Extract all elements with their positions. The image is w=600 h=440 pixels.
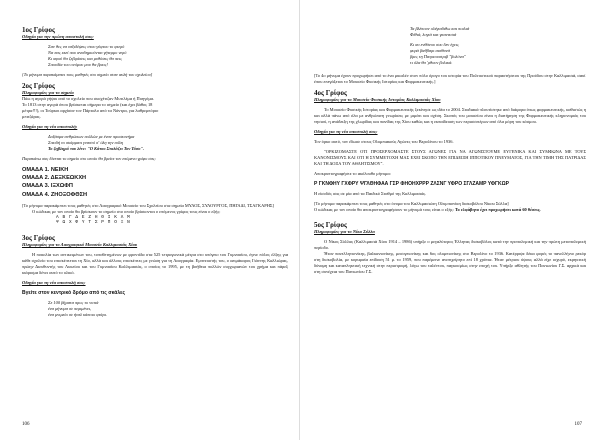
group-item: ΟΜΑΔΑ 1. ΝΕΙΚΗ	[22, 167, 69, 173]
section-5-subtitle: Πληροφορίες για το Νίκο Σύλλα	[314, 229, 375, 235]
poem-line: Κι αφού θα ζεβιρίσεις και μυθίσεις θα πεις	[48, 56, 122, 61]
cipher-row-1: Α Β Γ Δ Ε Ζ Η Θ Ι Κ Λ Μ	[56, 214, 131, 220]
poem-line: βρες τη Πατρεουστριβ "βολόνα"	[410, 54, 466, 59]
info-line: Το 1813 στην αγορά όπου βρίσκεται σήμερα το σημείο (και έχει βάθος 18	[22, 102, 153, 107]
section-5-title: 5ος Γρίφος	[314, 221, 347, 230]
section-3-body: Η ποικιλία των αντικειμένων του, τοποθετημένων με φροντίδα στα 525 τετραγωνικά μέτρα στο υπόγειο του Γυμνασίου, έγινε πόλος έλξης για κάθε σχολείο του επισκέπτεται τη Χίο, αλλά και άλλους επισκέπτες με γνώση για τη Λαογραφία. Εμπνευστής του, ο αειμάκαρος Γιάννης Καλλιώρας, πρώην Διευθυντής του Λυκείου και του Γυμνασίου Καλλιμασιάς, ο οποίος το 1995, με τη βοήθεια πολλών συγχωριανών του χρήμα και πάρεξ κιάρισμα δένει αυτό το υλικό.	[22, 251, 288, 275]
section-2-note: Παρακάτω σας δίνεται το σημείο στο οποίο θα βρείτε τον επόμενο γρίφο σας:	[22, 156, 157, 161]
section-4-subtitle-2: Οδηγία για τη νέα αποστολή σας:	[314, 129, 378, 134]
section-4-note-2: [Το μήνυμα παρακάμπτει τους μαθητές στο όνομα του Καλλιμασιώτη Ολυμπιονίκη δισκοβόλου Νίκου Σύλλα]	[314, 201, 509, 207]
cipher-intro: Ο κώδικας με τον οποίο θα βρίσκουν το σημείο στο οποίο βρίσκονται ο επόμενος γρίφος τους είναι ο εξής:	[32, 208, 221, 214]
section-4-body: Το Μουσείο Φυσικής Ιστορίας και Φαρμακευτικής ξεκίνησε ως ιδέα το 2004. Σταδιακά πλουτίστηκε από διάφορα όπως φαρμακευτικής, καθιστώς η και αλλά πάνω από όλα με ανθρώπινη γνωρίσεις με μιμάτι και σχέση. Σκοπός του μουσείου είναι η διατήρηση της Φαρμακευτικής κληρονομιάς του νησιού, η ανάδειξη της χλωρίδας και πανίδας της Χίου καθώς και η εκπαίδευση των περισσοτέρων από όλα μόρη του κόσμου.	[314, 107, 586, 124]
poem-line: Δοξάσμα ανθρώπων πολλών με έναν προσκυνήμα	[48, 134, 135, 139]
section-3-subtitle: Πληροφορίες για το Λαογραφικό Μουσείο Καλλιμασιάς Χίου	[22, 241, 138, 247]
olympic-oath: "ΟΡΚΙΖΟΜΑΣΤΕ ΟΤΙ ΠΡΟΣΕΡΧΟΜΑΣΤΕ ΣΤΟΥΣ ΑΓΩΝΕΣ ΓΙΑ ΝΑ ΑΓΩΝΙΣΤΟΥΜΕ ΕΥΓΕΝΙΚΑ ΚΑΙ ΣΥΜΦΩΝΑ ΜΕ ΤΟΥΣ ΚΑΝΟΝΙΣΜΟΥΣ ΚΑΙ ΟΤΙ Η ΣΥΜΜΕΤΟΧΗ ΜΑΣ ΕΧΕΙ ΣΚΟΠΟ ΤΗΝ ΕΠΙΔΕΙΞΗ ΙΠΠΟΤΙΚΟΥ ΠΝΕΥΜΑΤΟΣ, ΓΙΑ ΤΗΝ ΤΙΜΗ ΤΗΣ ΠΑΤΡΙΔΑΣ ΚΑΙ ΤΗ ΔΟΞΑ ΤΟΥ ΑΘΛΗΤΙΣΜΟΥ".	[314, 149, 586, 166]
section-2-title: 2ος Γρίφος	[22, 82, 55, 90]
poem-line: Σαν θες να ταξιδέψεις στου γύφτου το φτερό	[48, 44, 125, 49]
right-page	[300, 0, 600, 440]
page-number-left: 106	[22, 422, 30, 427]
poem-1	[22, 44, 288, 68]
group-item: ΟΜΑΔΑ 4. ΖΗΟΞΟΦΘΣΗ	[22, 191, 87, 198]
group-list	[22, 166, 288, 199]
poem-3	[22, 300, 288, 318]
poem-line: Σπειδή το σκάμματι γναστό σ' όλη την πόλη	[48, 140, 123, 145]
section-1-title: 1ος Γρίφος	[22, 26, 55, 34]
section-3-subtitle-2: Οδηγία για τη νέα αποστολή σας:	[22, 279, 86, 285]
poem-line: Τα βλέπουν ολέγιαδιθω και ποιλιά	[410, 26, 470, 31]
poem-line: Σπουδία του ονόμου μου θα βρεις!	[48, 62, 108, 67]
poem-2	[22, 134, 288, 152]
section-4-note: [Το 4ο μήνυμα έχουν προχωρήσει από το ένα μικαλέν στον πόλο όρογο του ιστορία του Πολιτιστικού παραστήσιτου της Προόδου στην Καλλιμασιά, σαυί έπου επεγάξεται το Μουσείο Φυσικής Ιστορίας και Φαρμακευτικής.]	[314, 73, 586, 84]
info-line: μπιτζάρας.	[22, 114, 41, 119]
decode-instruction: Αποκρυπτογραφήστε το ακόλουθο μήνυμα:	[314, 171, 391, 176]
section-4-title: 4ος Γρίφος	[314, 89, 347, 97]
section-1-note: [Το μήνυμα παρακάμπτει τους μαθητές στο σημείο σταν αυλή του σχολείου]	[22, 72, 153, 77]
section-2-subtitle-2: Οδηγία για τη νέα αποστολή:	[22, 124, 78, 129]
info-line: Πάω η αγορά γήψιυ από το σχολείο που συσχέτιζαν Μυτιλέμα ή Πυηγόμα.	[22, 96, 155, 101]
section-2-info	[22, 96, 288, 120]
cipher-message: Ρ ΓΚΝΦΗΥ ΓΧΦΡΥ ΨΓΛΘΗΦΑΑ ΓΣΡ ΦΗΟΗΧΡΡΡ ΖΛΣΝΓ ΥΦΡΟ ΣΓΛΖΑΜΡ ΥΦΓΚΩΡ	[314, 181, 509, 187]
section-5-body-2: Ήταν πανελληνιονίκης, βαλκανιονίκης, μεσογειονίκης και 6ος ολυμπιονίκης στο Βερολίνο το 1936. Κατέρριψε δέκα φορές το πανελλήνιο ρεκόρ στη δισκοβολία, με κορυφαία επίδοση 51 μ. το 1959, που παρέμεινε ανεπιχείρητο επί 18 χρόνια. Ήταν μέτριου ύψους αλλά είχε ισχυρό, εκρηκτική δύναμη και καταπληκτική τεχνική στην περιστροφή, λόγω του ταλέντου, παγκοσμίως στην εποχή του. Υπήρξε αθλητής του Πανιωνίου Γ.Σ. αρχικά και στη συνέχεια του Πανιωνίου Γ.Σ.	[314, 251, 586, 275]
poem-line: ένα μνιμείο σε ήταλ κάποιο φτάρι.	[48, 311, 107, 317]
section-2-subtitle: Πληροφορίες για το σημείο	[22, 90, 74, 95]
poem-line: Το ζηβληρό του λένε: "Ο Κάτου Σταλάζει Τον Τόσο".	[48, 146, 144, 151]
poem-line: τι όλα θα 'ρθουν βολικά.	[410, 60, 453, 65]
section-1-subtitle: Οδηγία για την πρώτη αποστολή σας:	[22, 34, 94, 39]
poem-line: ένα μήνυμα σε περιμένει,	[48, 305, 92, 311]
cipher-row-2: Ψ Ω Χ Φ Υ Τ Σ Ρ Π Ο Ξ Ν	[56, 220, 131, 226]
page-number-right: 107	[574, 422, 582, 427]
poem-line: Κι αυ ενθάνου σου δεν έχεις	[410, 42, 459, 47]
section-4-find: Η είσοδός σας σε μία από τα Παιδικό Σταθμό της Καλλιμασιάς.	[314, 191, 427, 197]
poem-right	[314, 26, 586, 66]
section-4-intro: Τον όρκο αυτό, τον έδωσε στους Ολυμπιακούς Αγώνες του Βερολίνου το 1936.	[314, 139, 454, 144]
poem-line: Φίθιά, λογιά και γκανιτσιά	[410, 32, 457, 37]
info-line: μέτρα!!!), οι Τούρκοι αρχίσαν τον Πάρταλο από τα Νάντρα, για λαθρεμπόριο	[22, 108, 159, 113]
poem-line: Να πας εκεί που αναδημιούνται γήτερμο νερό	[48, 50, 127, 55]
section-4-subtitle: Πληροφορίες για το Μουσείο Φυσικής Ιστορίας Καλλιμασιάς Χίου	[314, 97, 441, 102]
section-3-instruction: Βγείτε στον κεντρικό δρόμο από τις σκάλες	[22, 289, 126, 296]
poem-line: φυρά βαθβαρι αισθανά	[410, 48, 450, 53]
section-5-body: Ο Νίκος Σύλλας (Καλλιμασιά Χίου 1914 – 1986) υπήρξε ο μεγαλύτερος Έλληνας δισκοβόλος κατά την προπολεμική και την πρώτη μεταπολεμική περίοδο.	[314, 239, 586, 251]
section-3-title: 3ος Γρίφος	[22, 233, 55, 242]
section-2-note-2: [Το μήνυμα παρακάμπτει τους μαθητές στο Λαογραφικό Μουσείο του Σχολείου στα σημεία ΜΥΛΟΣ, ΣΥΛΟΥΡΓΟΣ, ΠΗΓΑΔΙ, ΤΣΑΓΚΑΡΗΣ]	[22, 202, 274, 208]
group-item: ΟΜΑΔΑ 2. ΔΕΞΚΕΩΚΧΗ	[22, 175, 87, 182]
poem-line: Σε 100 βήματα προς το νοτιά	[48, 299, 99, 305]
group-item: ΟΜΑΔΑ 3. ΙΞΧΩΦΠ	[22, 183, 73, 190]
section-4-code: Ο κώδικας με τον οποίο θα αποκρυπτογραφήσουν το μήνυμά τους είναι ο εξής: Το ελφάβητο έχει προχωρήσει κατά 60 θέσεις.	[314, 207, 541, 213]
